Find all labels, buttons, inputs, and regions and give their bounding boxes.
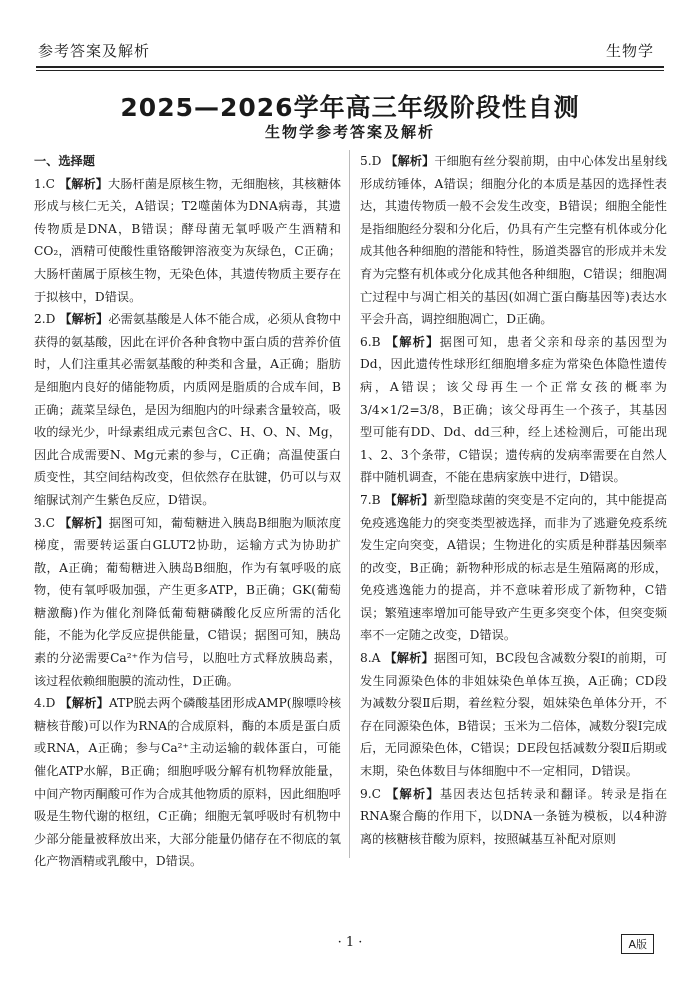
analysis-tag: 【解析】 (59, 696, 109, 711)
question-text: 必需氨基酸是人体不能合成，必须从食物中获得的氨基酸，因此在评价各种食物中蛋白质的营养价值时，人们注重其必需氨基酸的种类和含量，A正确；脂肪是细胞内良好的储能物质，内质网是脂质的合成车间，B正确；蔬菜呈绿色，是因为细胞内的叶绿素含量较高，吸收的绿光少，叶绿素组成元素包含C、H、O、N、Mg，因此合成需要N、Mg元素的参与，C正确；高温使蛋白质变性，其空间结构改变，但依然存在肽键，仍可以与双缩脲试剂产生紫色反应，D错误。 (34, 312, 342, 507)
question-8 (360, 647, 667, 783)
analysis-tag: 【解析】 (384, 651, 434, 666)
question-text: 据图可知，BC段包含减数分裂Ⅰ的前期，可发生同源染色体的非姐妹染色单体互换，A正确；CD段为减数分裂Ⅱ后期，着丝粒分裂，姐妹染色单体分开，不存在同源染色体，B错误；玉米为二倍体，减数分裂Ⅰ完成后，无同源染色体，C错误；DE段包括减数分裂Ⅱ后期或末期，染色体数目与体细胞中不一定相同，D错误。 (360, 651, 668, 779)
analysis-tag: 【解析】 (385, 334, 440, 349)
section-heading: 一、选择题 (34, 154, 95, 168)
question-number: 9.C (360, 786, 381, 801)
right-column (360, 150, 667, 850)
page-subtitle: 生物学参考答案及解析 (264, 123, 435, 141)
question-number: 8.A (360, 651, 381, 666)
version-badge: A版 (621, 934, 654, 954)
page-number: · 1 · (337, 935, 363, 950)
analysis-tag: 【解析】 (384, 492, 434, 507)
question-4 (34, 692, 341, 873)
question-text: 基因表达包括转录和翻译。转录是指在RNA聚合酶的作用下，以DNA一条链为模板，以4种游离的核糖核苷酸为原料，按照碱基互补配对原则 (360, 786, 668, 846)
question-text: ATP脱去两个磷酸基团形成AMP(腺嘌呤核糖核苷酸)可以作为RNA的合成原料，酶的本质是蛋白质或RNA，A正确；参与Ca²⁺主动运输的载体蛋白，可能催化ATP水解，B正确；细胞呼吸分解有机物释放能量，中间产物丙酮酸可作为合成其他物质的原料，因此细胞呼吸是生物代谢的枢纽，C正确；细胞无氧呼吸时有机物中少部分能量被释放出来，大部分能量仍储存在不彻底的氧化产物酒精或乳酸中，D错误。 (34, 696, 342, 869)
analysis-tag: 【解析】 (59, 515, 109, 530)
question-7 (360, 489, 667, 647)
analysis-tag: 【解析】 (59, 312, 109, 327)
question-text: 大肠杆菌是原核生物，无细胞核，其核糖体形成与核仁无关，A错误；T2噬菌体为DNA病毒，其遗传物质是DNA，B错误；酵母菌无氧呼吸产生酒精和CO₂，酒精可使酸性重铬酸钾溶液变为灰绿色，C正确；大肠杆菌属于原核生物，无染色体，其遗传物质主要存在于拟核中，D错误。 (34, 176, 342, 304)
left-column (34, 150, 341, 873)
column-divider (349, 150, 350, 858)
question-3 (34, 512, 341, 693)
analysis-tag: 【解析】 (386, 786, 440, 801)
analysis-tag: 【解析】 (58, 176, 109, 191)
question-number: 2.D (34, 312, 56, 327)
question-number: 4.D (34, 696, 56, 711)
question-number: 5.D (360, 154, 382, 168)
header-left-title: 参考答案及解析 (38, 42, 151, 60)
question-text: 据图可知，患者父亲和母亲的基因型为Dd，因此遗传性球形红细胞增多症为常染色体隐性遗传病，A错误；该父母再生一个正常女孩的概率为3/4×1/2=3/8，B正确；该父母再生一个孩子，其基因型可能有DD、Dd、dd三种，经上述检测后，可能出现1、2、3个条带，C错误；遗传病的发病率需要在自然人群中随机调查，不能在患病家族中进行，D错误。 (360, 334, 668, 485)
page-title: 2025—2026学年高三年级阶段性自测 (120, 93, 580, 122)
question-5 (360, 150, 667, 331)
question-number: 3.C (34, 515, 55, 530)
question-9 (360, 783, 667, 851)
question-text: 干细胞有丝分裂前期，由中心体发出星射线形成纺锤体，A错误；细胞分化的本质是基因的选择性表达，其遗传物质一般不会发生改变，B错误；细胞全能性是指细胞经分裂和分化后，仍具有产生完整有机体或分化成其他各种细胞的潜能和特性，肠道类器官的形成并未发育为完整有机体或分化成其他各种细胞，C错误；细胞凋亡过程中与凋亡相关的基因(如凋亡蛋白酶基因等)表达水平会升高，调控细胞凋亡，D正确。 (360, 154, 668, 327)
question-text: 新型隐球菌的突变是不定向的，其中能提高免疫逃逸能力的突变类型被选择，而非为了逃避免疫系统发生定向突变，A错误；生物进化的实质是种群基因频率的改变，B正确；新物种形成的标志是生殖隔离的形成，免疫逃逸能力的提高，并不意味着形成了新物种，C错误；繁殖速率增加可能导致产生更多突变个体，但突变频率不一定随之改变，D错误。 (360, 492, 668, 643)
header-subject: 生物学 (605, 42, 654, 60)
question-1 (34, 173, 341, 309)
question-text: 据图可知，葡萄糖进入胰岛B细胞为顺浓度梯度，需要转运蛋白GLUT2协助，运输方式为协助扩散，A正确；葡萄糖进入胰岛B细胞，作为有氧呼吸的底物，使有氧呼吸加强，产生更多ATP，B正确；GK(葡萄糖激酶)作为催化剂降低葡萄糖磷酸化反应所需的活化能，不能为化学反应提供能量，C错误；据图可知，胰岛素的分泌需要Ca²⁺作为信号，以胞吐方式释放胰岛素，该过程依赖细胞膜的流动性，D正确。 (34, 515, 342, 688)
header-rule-thin (36, 70, 664, 71)
question-number: 7.B (360, 492, 381, 507)
analysis-tag: 【解析】 (385, 154, 435, 168)
question-6 (360, 331, 667, 489)
question-2 (34, 308, 341, 511)
header-rule-thick (36, 66, 664, 68)
question-number: 1.C (34, 176, 55, 191)
question-number: 6.B (360, 334, 381, 349)
